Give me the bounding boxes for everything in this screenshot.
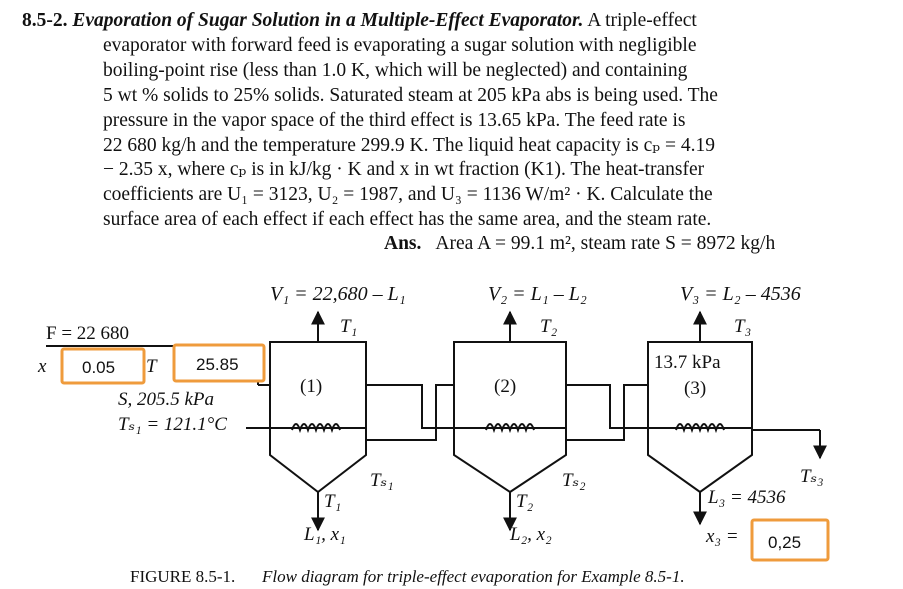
l3-label: L₃ = 4536 xyxy=(708,487,786,508)
vapor-connection-2-3 xyxy=(566,385,648,440)
ts1-feed-label: Tₛ₁ = 121.1°C xyxy=(118,414,227,435)
vapor-label-3: V₃ = L₂ – 4536 xyxy=(680,283,801,305)
xf-value: 0.05 xyxy=(82,358,116,377)
ts3-label: Tₛ₃ xyxy=(800,466,824,487)
problem-line-8: coefficients are U₁ = 3123, U₂ = 1987, and U₃ = 1136 W/m² · K. Calculate the xyxy=(103,184,713,205)
t1-bottom-label: T₁ xyxy=(324,491,342,512)
problem-title-rest: A triple-effect xyxy=(587,10,697,31)
ts2-label: Tₛ₂ xyxy=(562,470,586,491)
tf-label: T xyxy=(146,356,157,377)
problem-line-5: pressure in the vapor space of the third effect is 13.65 kPa. The feed rate is xyxy=(103,110,686,131)
t1-top-label: T₁ xyxy=(340,316,358,337)
t3-top-label: T₃ xyxy=(734,316,752,337)
xf-label: x xyxy=(38,356,47,377)
t2-bottom-label: T₂ xyxy=(516,491,534,512)
heating-coil-2 xyxy=(454,424,566,430)
figure-caption-text: Flow diagram for triple-effect evaporation for Example 8.5-1. xyxy=(262,567,685,586)
answer-label: Ans. xyxy=(384,233,422,254)
tf-value: 25.85 xyxy=(196,355,239,374)
problem-line-7: − 2.35 x, where cₚ is in kJ/kg · K and x in wt fraction (K1). The heat-transfer xyxy=(103,159,705,180)
heating-coil-3 xyxy=(648,424,820,458)
vapor-label-1: V₁ = 22,680 – L₁ xyxy=(270,283,406,305)
vapor-label-2: V₂ = L₁ – L₂ xyxy=(488,283,587,305)
x3-value: 0,25 xyxy=(768,533,802,552)
effect-1-label: (1) xyxy=(300,376,323,397)
problem-line-4: 5 wt % solids to 25% solids. Saturated steam at 205 kPa abs is being used. The xyxy=(103,85,718,106)
pressure-3-label: 13.7 kPa xyxy=(654,352,721,373)
steam-label: S, 205.5 kPa xyxy=(118,389,215,410)
l2-x2-label: L₂, x₂ xyxy=(510,524,552,545)
effect-3-label: (3) xyxy=(684,378,707,399)
figure-caption-label: FIGURE 8.5-1. xyxy=(130,567,236,586)
problem-number: 8.5-2. xyxy=(22,10,68,31)
t2-top-label: T₂ xyxy=(540,316,558,337)
problem-title: Evaporation of Sugar Solution in a Multiple-Effect Evaporator. xyxy=(72,10,584,31)
vapor-connection-1-2 xyxy=(366,385,454,440)
problem-line-3: boiling-point rise (less than 1.0 K, which will be neglected) and containing xyxy=(103,60,688,81)
x3-label: x₃ = xyxy=(706,526,739,547)
effect-1 xyxy=(270,312,366,530)
problem-line-9: surface area of each effect if each effect has the same area, and the steam rate. xyxy=(103,209,712,230)
heating-coil-1 xyxy=(246,424,366,430)
answer-text: Area A = 99.1 m², steam rate S = 8972 kg/h xyxy=(435,233,776,254)
effect-2-label: (2) xyxy=(494,376,517,397)
effect-2 xyxy=(454,312,566,530)
problem-line-6: 22 680 kg/h and the temperature 299.9 K. The liquid heat capacity is cₚ = 4.19 xyxy=(103,135,715,156)
l1-x1-label: L₁, x₁ xyxy=(304,524,346,545)
feed-label: F = 22 680 xyxy=(46,323,130,344)
problem-line-2: evaporator with forward feed is evaporating a sugar solution with negligible xyxy=(103,35,697,56)
ts1-label: Tₛ₁ xyxy=(370,470,394,491)
